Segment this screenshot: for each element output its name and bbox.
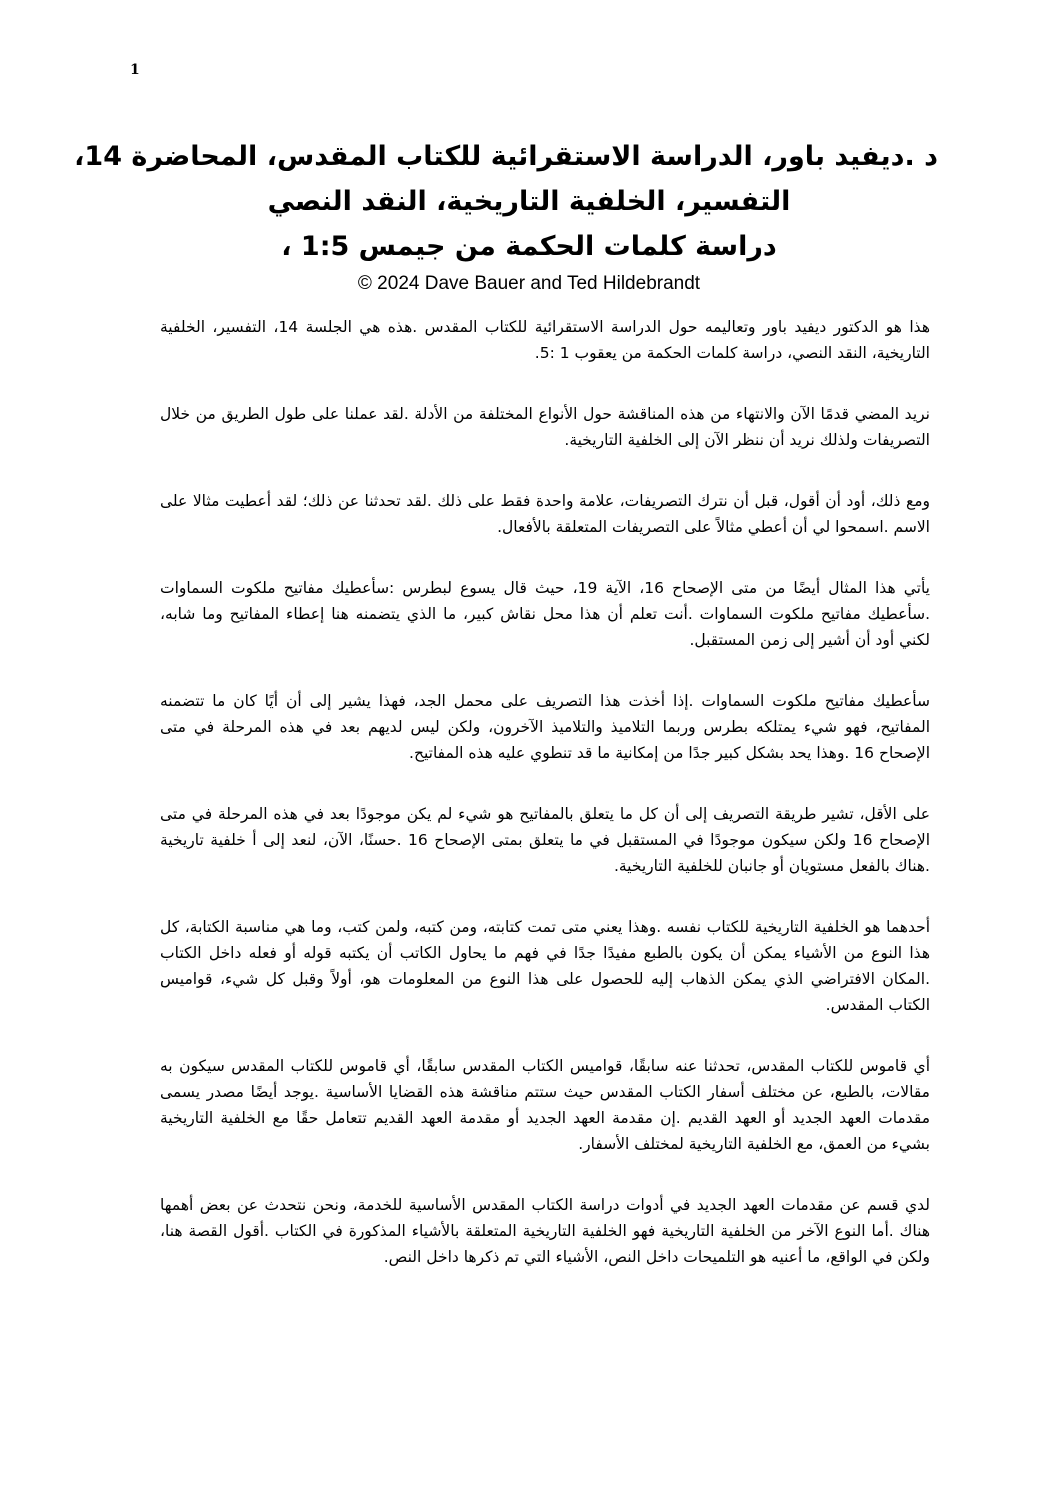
paragraph-6: على الأقل، تشير طريقة التصريف إلى أن كل ما يتعلق بالمفاتيح هو شيء لم يكن موجودًا بعد في هذه المرحلة في متى الإصحاح 16 ولكن سيكون موجودًا في المستقبل في ما يتعلق بمتى الإصحاح 16 .حسنًا، الآن، لنعد إلى أ خلفية تاريخية .هناك بالفعل مستويان أو جانبان للخلفية التاريخية. <box>160 805 930 875</box>
paragraph-3: ومع ذلك، أود أن أقول، قبل أن نترك التصريفات، علامة واحدة فقط على ذلك .لقد تحدثنا عن ذلك؛ لقد أعطيت مثالا على الاسم .اسمحوا لي أن أعطي مثالاً على التصريفات المتعلقة بالأفعال. <box>160 492 930 536</box>
title-line-1: د .ديفيد باور، الدراسة الاستقرائية للكتاب المقدس، المحاضرة 14، <box>74 141 938 172</box>
paragraph-1: هذا هو الدكتور ديفيد باور وتعاليمه حول الدراسة الاستقرائية للكتاب المقدس .هذه هي الجلسة 14، التفسير، الخلفية التاريخية، النقد النصي، دراسة كلمات الحكمة من يعقوب 1 :5. <box>160 318 930 362</box>
transcript-body <box>160 314 930 1305</box>
title-line-2: التفسير، الخلفية التاريخية، النقد النصي <box>267 186 791 217</box>
page-number: 1 <box>130 62 140 78</box>
paragraph-8: أي قاموس للكتاب المقدس، تحدثنا عنه سابقًا، قواميس الكتاب المقدس سابقًا، أي قاموس للكتاب المقدس سيكون به مقالات، بالطبع، عن مختلف أسفار الكتاب المقدس حيث ستتم مناقشة هذه القضايا الأساسية .يوجد أيضًا مصدر يسمى مقدمات العهد الجديد أو العهد القديم .إن مقدمة العهد الجديد أو مقدمة العهد القديم تتعامل حقًا مع الخلفية التاريخية بشيء من العمق، مع الخلفية التاريخية لمختلف الأسفار. <box>160 1057 930 1153</box>
title-line-3: دراسة كلمات الحكمة من جيمس 1:5 ، <box>281 231 777 262</box>
paragraph-4: يأتي هذا المثال أيضًا من متى الإصحاح 16، الآية 19، حيث قال يسوع لبطرس :سأعطيك مفاتيح ملكوت السماوات .سأعطيك مفاتيح ملكوت السماوات .أنت تعلم أن هذا محل نقاش كبير، ما الذي يتضمنه هنا إعطاء المفاتيح وما شابه، لكني أود أن أشير إلى زمن المستقبل. <box>160 579 930 649</box>
paragraph-9: لدي قسم عن مقدمات العهد الجديد في أدوات دراسة الكتاب المقدس الأساسية للخدمة، ونحن نتحدث عن بعض أهمها هناك .أما النوع الآخر من الخلفية التاريخية فهو الخلفية التاريخية المتعلقة بالأشياء المذكورة في الكتاب .أقول القصة هنا، ولكن في الواقع، ما أعنيه هو التلميحات داخل النص، الأشياء التي تم ذكرها داخل النص. <box>160 1196 930 1266</box>
copyright-line: © 2024 Dave Bauer and Ted Hildebrandt <box>357 273 701 294</box>
document-header <box>74 134 938 297</box>
paragraph-5: سأعطيك مفاتيح ملكوت السماوات .إذا أخذت هذا التصريف على محمل الجد، فهذا يشير إلى أن أيًا كان ما تتضمنه المفاتيح، فهو شيء يمتلكه بطرس وربما التلاميذ والتلاميذ الآخرون، ولكن ليس لديهم بعد في هذه المرحلة في متى الإصحاح 16 .وهذا يحد بشكل كبير جدًا من إمكانية ما قد تنطوي عليه هذه المفاتيح. <box>160 692 930 762</box>
paragraph-7: أحدهما هو الخلفية التاريخية للكتاب نفسه .وهذا يعني متى تمت كتابته، ومن كتبه، ولمن كتب، وما هي مناسبة الكتابة، كل هذا النوع من الأشياء يمكن أن يكون بالطبع مفيدًا جدًا في فهم ما يحاول الكاتب أن يكتبه قوله أو فعله داخل الكتاب .المكان الافتراضي الذي يمكن الذهاب إليه للحصول على هذا النوع من المعلومات هو، أولاً وقبل كل شيء، قواميس الكتاب المقدس. <box>160 918 930 1014</box>
paragraph-2: نريد المضي قدمًا الآن والانتهاء من هذه المناقشة حول الأنواع المختلفة من الأدلة .لقد عملنا على طول الطريق من خلال التصريفات ولذلك نريد أن ننظر الآن إلى الخلفية التاريخية. <box>160 405 930 449</box>
